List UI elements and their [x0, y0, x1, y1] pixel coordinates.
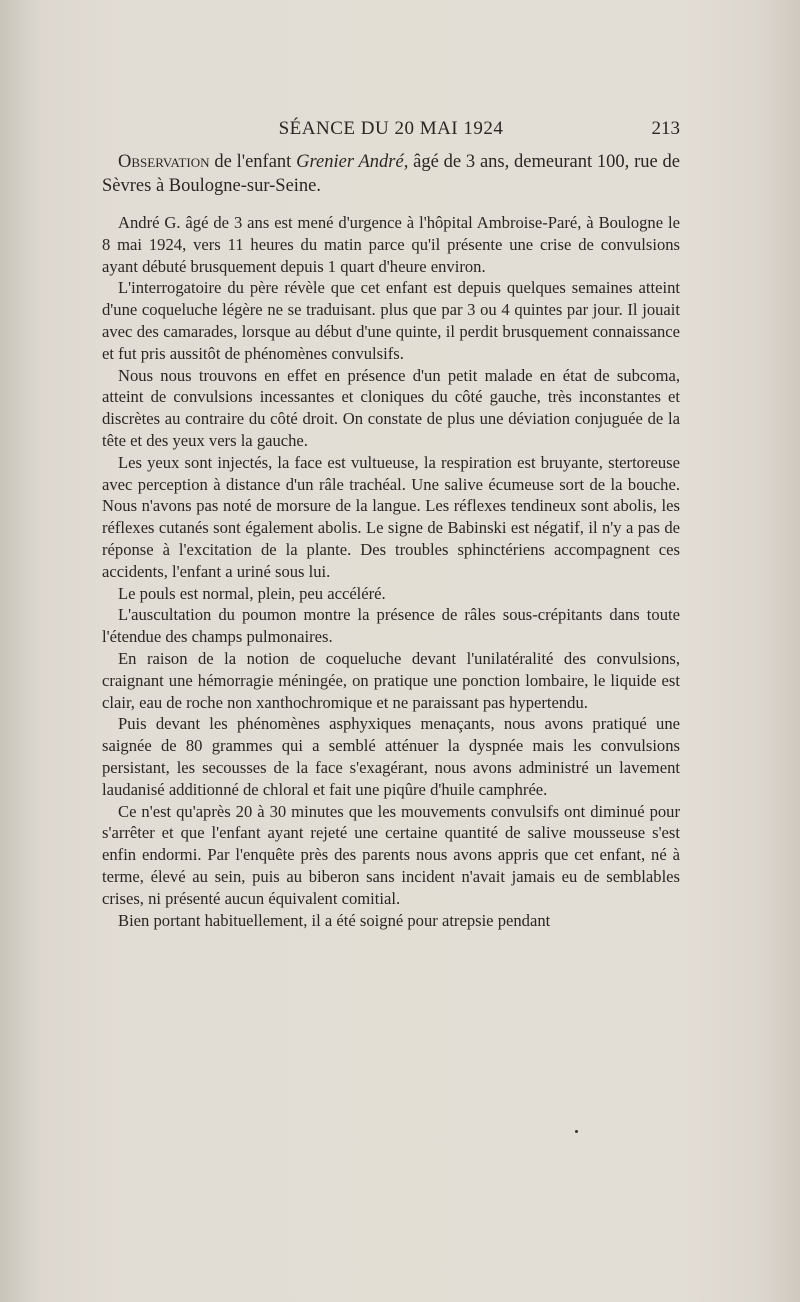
paragraph-background: Bien portant habituellement, il a été soigné pour atrepsie pendant [118, 910, 551, 930]
paragraph-lumbar-puncture: En raison de la notion de coqueluche devant l'unilatéralité des convulsions, craignant une hémorragie méningée, on pratique une ponction lombaire, le liquide est clair, eau de roche non xanthochromique et ne paraissant pas hypertendu. [102, 648, 680, 712]
paragraph-examination: Nous nous trouvons en effet en présence d'un petit malade en état de subcoma, atteint de convulsions incessantes et cloniques du côté gauche, très inconstantes et discrètes au contraire du côté droit. On constate de plus une déviation conjuguée de la tête et des yeux vers la gauche. [102, 365, 680, 450]
page-number: 213 [651, 118, 680, 139]
patient-name: Grenier André, [296, 152, 409, 172]
observation-text-before-name: de l'enfant [214, 152, 292, 172]
body-text [102, 150, 680, 931]
paragraph-pulse: Le pouls est normal, plein, peu accéléré. [118, 583, 386, 603]
paragraph-admission: André G. âgé de 3 ans est mené d'urgence à l'hôpital Ambroise-Paré, à Boulogne le 8 mai 1924, vers 11 heures du matin parce qu'il présente une crise de convulsions ayant débuté brusquement depuis 1 quart d'heure environ. [102, 213, 680, 276]
observation-text-after-name: âgé de 3 ans, demeurant 100, rue de Sèvres à Boulogne-sur-Seine. [102, 152, 681, 196]
running-title: SÉANCE DU 20 MAI 1924 [278, 118, 504, 139]
paragraph-history: L'interrogatoire du père révèle que cet enfant est depuis quelques semaines atteint d'une coqueluche légère ne se traduisant. plus que par 3 ou 4 quintes par jour. Il jouait avec des camarades, lorsque au début d'une quinte, il perdit brusquement connaissance et fut pris aussitôt de phénomènes convulsifs. [102, 278, 680, 363]
ink-speck [575, 1130, 578, 1133]
paragraph-signs: Les yeux sont injectés, la face est vultueuse, la respiration est bruyante, stertoreuse avec perception à distance d'un râle trachéal. Une salive écumeuse sort de la bouche. Nous n'avons pas noté de morsure de la langue. Les réflexes tendineux sont abolis, les réflexes cutanés sont également abolis. Le signe de Babinski est négatif, il n'y a pas de réponse à l'excitation de la plante. Des troubles sphinctériens accompagnent ces accidents, l'enfant a uriné sous lui. [102, 452, 680, 581]
paragraph-outcome: Ce n'est qu'après 20 à 30 minutes que les mouvements convulsifs ont diminué pour s'arrêter et que l'enfant ayant rejeté une certaine quantité de salive mousseuse s'est enfin endormi. Par l'enquête près des parents nous avons appris que cet enfant, né à terme, élevé au sein, puis au biberon sans incident n'avait jamais eu de semblables crises, ni présenté aucun équivalent comitial. [102, 801, 680, 908]
page-header [102, 118, 680, 144]
paragraph-treatment: Puis devant les phénomènes asphyxiques menaçants, nous avons pratiqué une saignée de 80 grammes qui a semblé atténuer la dyspnée mais les convulsions persistant, les secousses de la face s'exagérant, nous avons administré un lavement laudanisé additionné de chloral et fait une piqûre d'huile camphrée. [102, 714, 680, 799]
observation-label: Observation [118, 152, 210, 172]
paragraph-auscultation: L'auscultation du poumon montre la présence de râles sous-crépitants dans toute l'étendue des champs pulmonaires. [102, 605, 680, 647]
observation-heading [102, 150, 680, 198]
